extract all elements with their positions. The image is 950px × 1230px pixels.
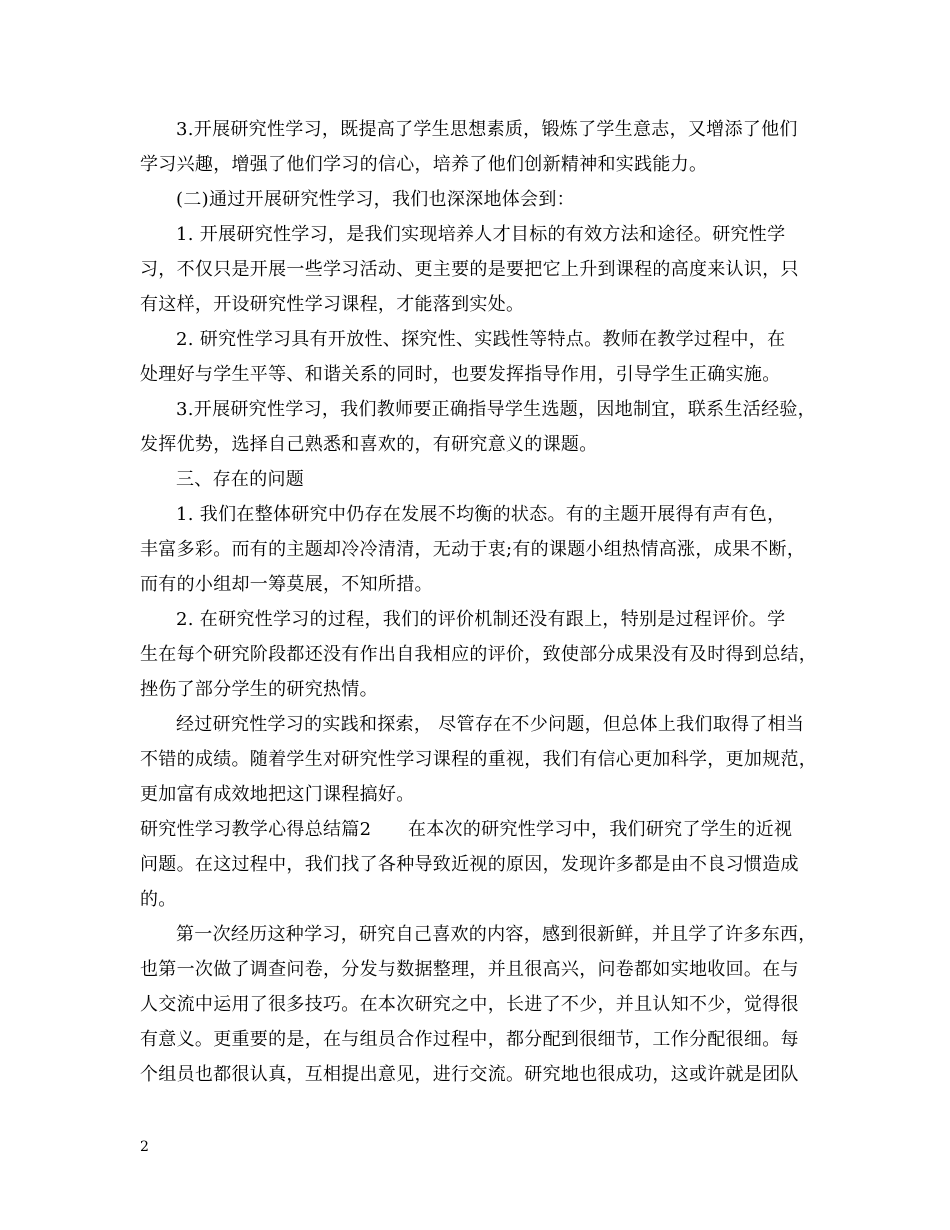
- text-line: 经过研究性学习的实践和探索， 尽管存在不少问题，但总体上我们取得了相当: [176, 714, 805, 735]
- text-line: 3.开展研究性学习，我们教师要正确指导学生选题，因地制宜，联系生活经验，: [176, 399, 816, 420]
- text-line: 1. 我们在整体研究中仍存在发展不均衡的状态。有的主题开展得有声有色，: [176, 504, 786, 525]
- text-line: 2. 研究性学习具有开放性、探究性、实践性等特点。教师在教学过程中，在: [176, 329, 786, 350]
- text-line: 个组员也都很认真，互相提出意见，进行交流。研究地也很成功，这或许就是团队: [140, 1064, 799, 1085]
- text-line: 也第一次做了调查问卷，分发与数据整理，并且很高兴，问卷都如实地收回。在与: [140, 959, 799, 980]
- article-title-line: 研究性学习教学心得总结篇2 在本次的研究性学习中，我们研究了学生的近视: [140, 819, 793, 840]
- text-line: 人交流中运用了很多技巧。在本次研究之中，长进了不少，并且认知不少，觉得很: [140, 994, 799, 1015]
- text-line: 2. 在研究性学习的过程，我们的评价机制还没有跟上，特别是过程评价。学: [176, 609, 786, 630]
- text-line: 1. 开展研究性学习，是我们实现培养人才目标的有效方法和途径。研究性学: [176, 224, 786, 245]
- text-line: 学习兴趣，增强了他们学习的信心，培养了他们创新精神和实践能力。: [140, 154, 708, 175]
- text-line: 习，不仅只是开展一些学习活动、更主要的是要把它上升到课程的高度来认识，只: [140, 259, 799, 280]
- text-line: 发挥优势，选择自己熟悉和喜欢的，有研究意义的课题。: [140, 434, 598, 455]
- text-line: 有意义。更重要的是，在与组员合作过程中，都分配到很细节，工作分配很细。每: [140, 1029, 799, 1050]
- text-line: 而有的小组却一筹莫展，不知所措。: [140, 574, 433, 595]
- text-line: 有这样，开设研究性学习课程，才能落到实处。: [140, 294, 525, 315]
- page-number: 2: [140, 1139, 149, 1155]
- text-line: 更加富有成效地把这门课程搞好。: [140, 784, 415, 805]
- text-line: 3.开展研究性学习，既提高了学生思想素质，锻炼了学生意志，又增添了他们: [176, 119, 798, 140]
- text-line: 丰富多彩。而有的主题却冷冷清清，无动于衷;有的课题小组热情高涨，成果不断，: [140, 539, 806, 560]
- text-line: 第一次经历这种学习，研究自己喜欢的内容，感到很新鲜，并且学了许多东西，: [176, 924, 817, 945]
- section-heading: 三、存在的问题: [176, 469, 305, 490]
- text-line: 挫伤了部分学生的研究热情。: [140, 679, 378, 700]
- text-line: (二)通过开展研究性学习，我们也深深地体会到：: [176, 189, 575, 210]
- text-line: 不错的成绩。随着学生对研究性学习课程的重视，我们有信心更加科学，更加规范，: [140, 749, 818, 770]
- text-line: 生在每个研究阶段都还没有作出自我相应的评价，致使部分成果没有及时得到总结，: [140, 644, 818, 665]
- text-line: 处理好与学生平等、和谐关系的同时，也要发挥指导作用，引导学生正确实施。: [140, 364, 781, 385]
- text-line: 的。: [140, 889, 177, 910]
- text-line: 问题。在这过程中，我们找了各种导致近视的原因，发现许多都是由不良习惯造成: [140, 854, 799, 875]
